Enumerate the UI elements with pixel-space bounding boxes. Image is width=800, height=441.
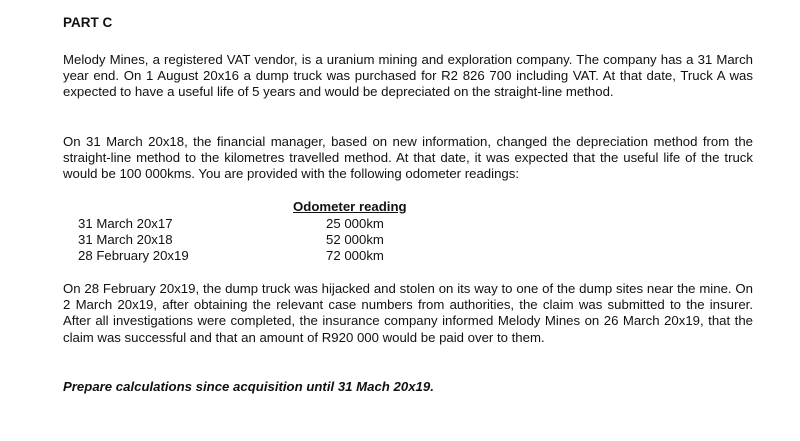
paragraph-hijacking: On 28 February 20x19, the dump truck was hijacked and stolen on its way to one of the dump sites near the mine. On 2 March 20x19, after obtaining the relevant case numbers from authorities, the claim was submitted to the insurer. After all investigations were completed, the insurance company informed Melody Mines on 26 March 20x19, that the claim was successful and that an amount of R920 000 would be paid over to them. <box>63 281 753 345</box>
odometer-column-header: Odometer reading <box>293 199 407 214</box>
paragraph-depreciation-change: On 31 March 20x18, the financial manager, based on new information, changed the depreciation method from the straight-line method to the kilometres travelled method. At that date, it was expected that the useful life of the truck would be 100 000kms. You are provided with the following odometer readings: <box>63 134 753 182</box>
odometer-row-date: 31 March 20x18 <box>78 232 173 247</box>
odometer-row-reading: 72 000km <box>326 248 384 263</box>
task-instruction: Prepare calculations since acquisition until 31 Mach 20x19. <box>63 379 434 394</box>
odometer-row-date: 28 February 20x19 <box>78 248 189 263</box>
section-heading: PART C <box>63 15 113 30</box>
odometer-row-reading: 52 000km <box>326 232 384 247</box>
odometer-row-reading: 25 000km <box>326 216 384 231</box>
paragraph-purchase: Melody Mines, a registered VAT vendor, is a uranium mining and exploration company. The company has a 31 March year end. On 1 August 20x16 a dump truck was purchased for R2 826 700 including VAT. At that date, Truck A was expected to have a useful life of 5 years and would be depreciated on the straight-line method. <box>63 52 753 100</box>
odometer-row-date: 31 March 20x17 <box>78 216 173 231</box>
